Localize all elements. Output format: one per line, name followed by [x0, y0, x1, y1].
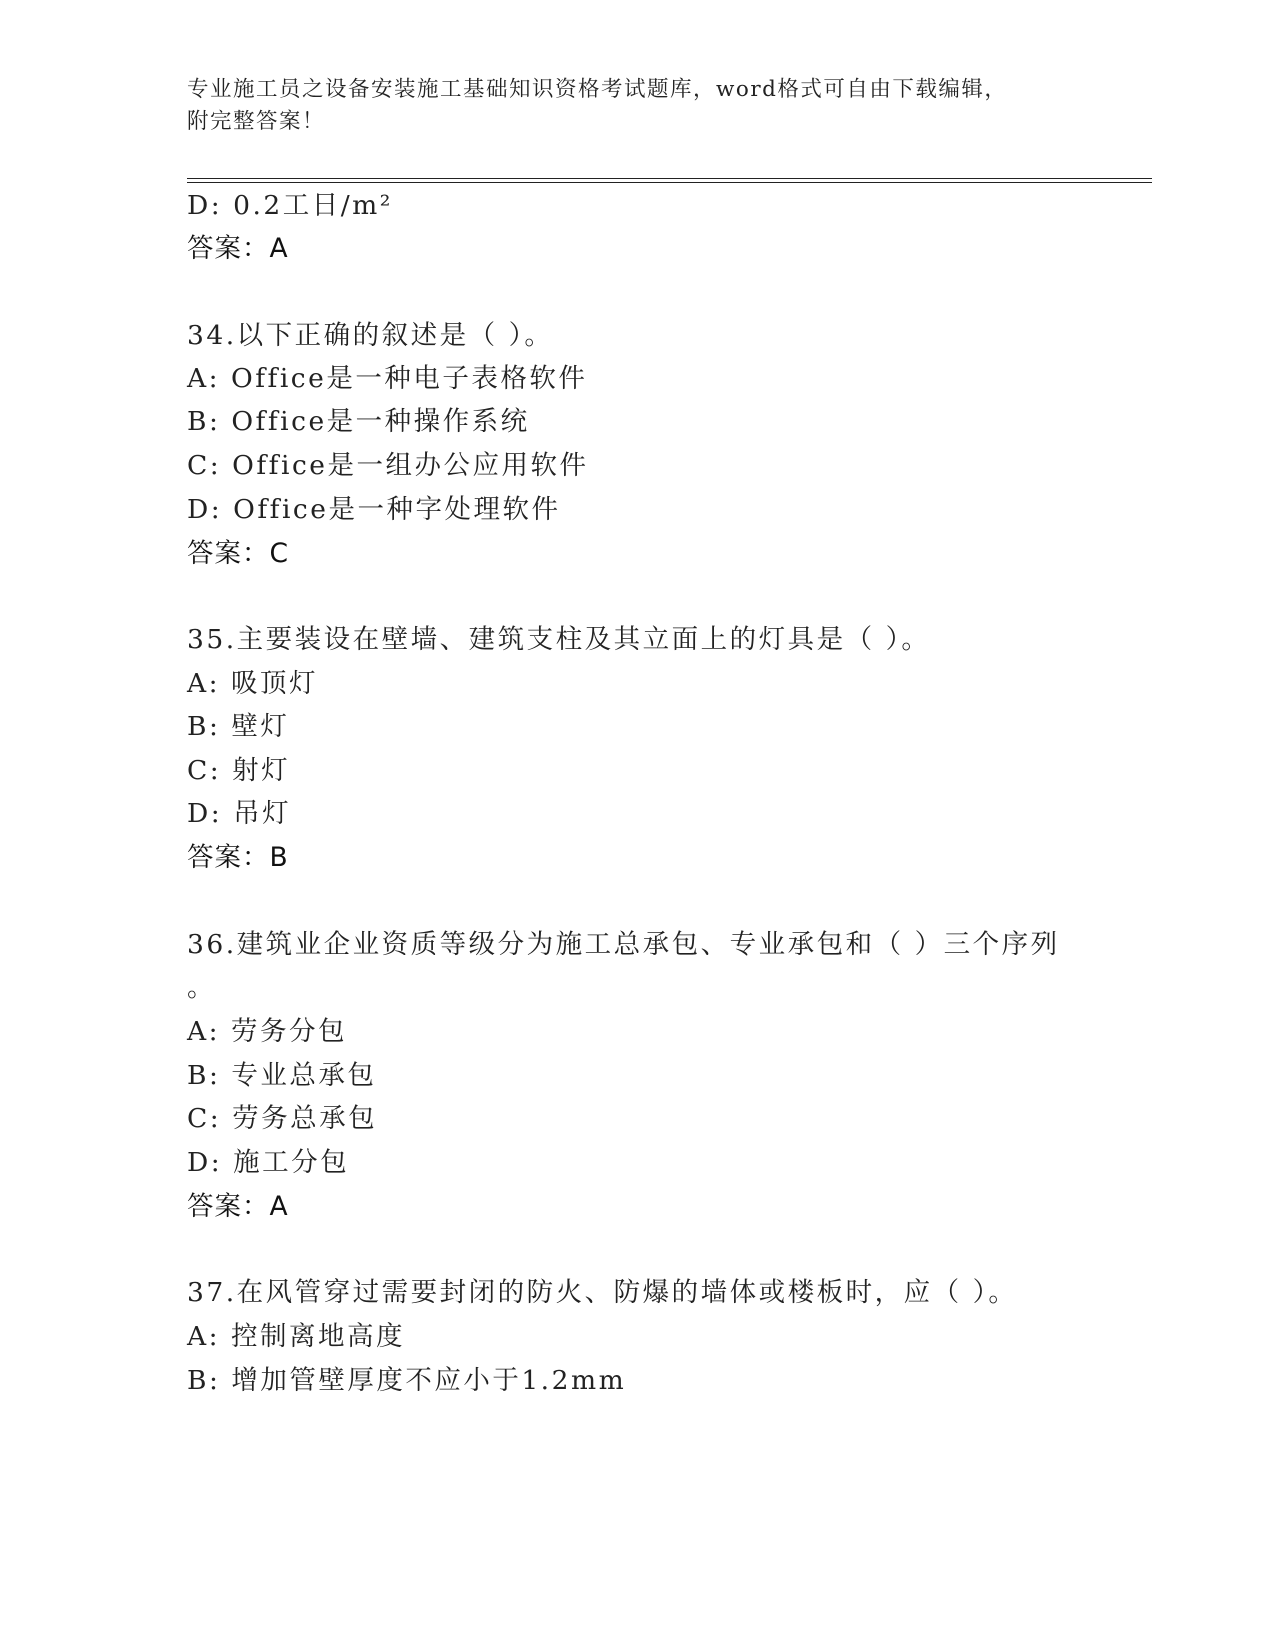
question-37-option-b: B: 增加管壁厚度不应小于1.2mm: [187, 1365, 627, 1396]
question-35-option-a: A: 吸顶灯: [187, 668, 318, 699]
question-36-stem: 36.建筑业企业资质等级分为施工总承包、专业承包和（ ）三个序列: [187, 929, 1060, 960]
question-34-option-a: A: Office是一种电子表格软件: [187, 363, 588, 394]
header-line-2: 附完整答案！: [187, 109, 326, 134]
question-37-stem: 37.在风管穿过需要封闭的防火、防爆的墙体或楼板时，应（ ）。: [187, 1277, 1018, 1308]
question-36-option-a: A: 劳务分包: [187, 1016, 347, 1047]
question-35-answer: 答案：B: [187, 842, 289, 873]
document-header: [187, 74, 1087, 138]
question-34-option-c: C: Office是一组办公应用软件: [187, 450, 589, 481]
prev-option-d: D: 0.2工日/m²: [187, 190, 393, 221]
prev-answer: 答案：A: [187, 233, 289, 264]
question-36-option-b: B: 专业总承包: [187, 1060, 377, 1091]
question-35-option-d: D: 吊灯: [187, 798, 292, 829]
question-34-option-b: B: Office是一种操作系统: [187, 406, 530, 437]
question-35-option-b: B: 壁灯: [187, 711, 290, 742]
header-line-1: 专业施工员之设备安装施工基础知识资格考试题库，word格式可自由下载编辑，: [187, 77, 1008, 102]
question-34-stem: 34.以下正确的叙述是（ ）。: [187, 320, 554, 351]
question-35-option-c: C: 射灯: [187, 755, 291, 786]
question-34-answer: 答案：C: [187, 538, 290, 569]
question-35-stem: 35.主要装设在壁墙、建筑支柱及其立面上的灯具是（ ）。: [187, 624, 931, 655]
question-36-option-c: C: 劳务总承包: [187, 1103, 378, 1134]
question-36-stem-continued: 。: [187, 972, 216, 1003]
header-divider: [187, 178, 1152, 183]
question-34-option-d: D: Office是一种字处理软件: [187, 494, 561, 525]
question-37-option-a: A: 控制离地高度: [187, 1321, 405, 1352]
question-36-answer: 答案：A: [187, 1191, 289, 1222]
question-36-option-d: D: 施工分包: [187, 1147, 350, 1178]
